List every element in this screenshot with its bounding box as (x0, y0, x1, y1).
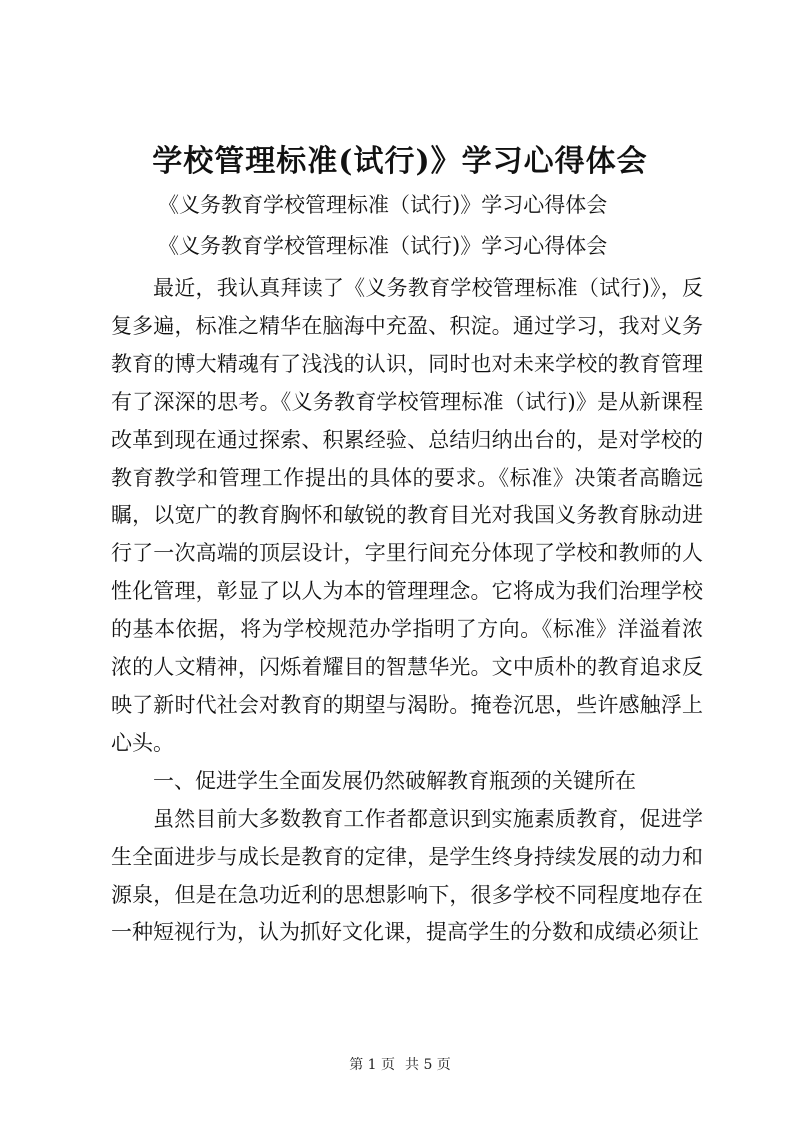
document-title: 学校管理标准(试行)》学习心得体会 (152, 144, 648, 179)
subtitle-line-1: 《义务教育学校管理标准（试行)》学习心得体会 (158, 193, 608, 217)
page-number: 第 1 页 (349, 1057, 395, 1073)
body-paragraph-section-1: 虽然目前大多数教育工作者都意识到实施素质教育，促进学生全面进步与成长是教育的定律，是学生终身持续发展的动力和源泉，但是在急功近利的思想影响下，很多学校不同程度地存在一种短视行为，认为抓好文化课，提高学生的分数和成绩必须让 (111, 806, 703, 945)
body-paragraph-intro: 最近，我认真拜读了《义务教育学校管理标准（试行)》，反复多遍，标准之精华在脑海中充盈、积淀。通过学习，我对义务教育的博大精魂有了浅浅的认识，同时也对未来学校的教育管理有了深深的思考。《义务教育学校管理标准（试行)》是从新课程改革到现在通过探索、积累经验、总结归纳出台的，是对学校的教育教学和管理工作提出的具体的要求。《标准》决策者高瞻远瞩，以宽广的教育胸怀和敏锐的教育目光对我国义务教育脉动进行了一次高端的顶层设计，字里行间充分体现了学校和教师的人性化管理，彰显了以人为本的管理理念。它将成为我们治理学校的基本依据，将为学校规范办学指明了方向。《标准》洋溢着浓浓的人文精神，闪烁着耀目的智慧华光。文中质朴的教育追求反映了新时代社会对教育的期望与渴盼。掩卷沉思，些许感触浮上心头。 (111, 276, 703, 755)
subtitle-line-2: 《义务教育学校管理标准（试行)》学习心得体会 (158, 234, 608, 258)
document-body (111, 270, 703, 952)
section-heading-1: 一、促进学生全面发展仍然破解教育瓶颈的关键所在 (153, 768, 636, 793)
page-footer (0, 1055, 800, 1075)
page-total: 共 5 页 (405, 1057, 451, 1073)
